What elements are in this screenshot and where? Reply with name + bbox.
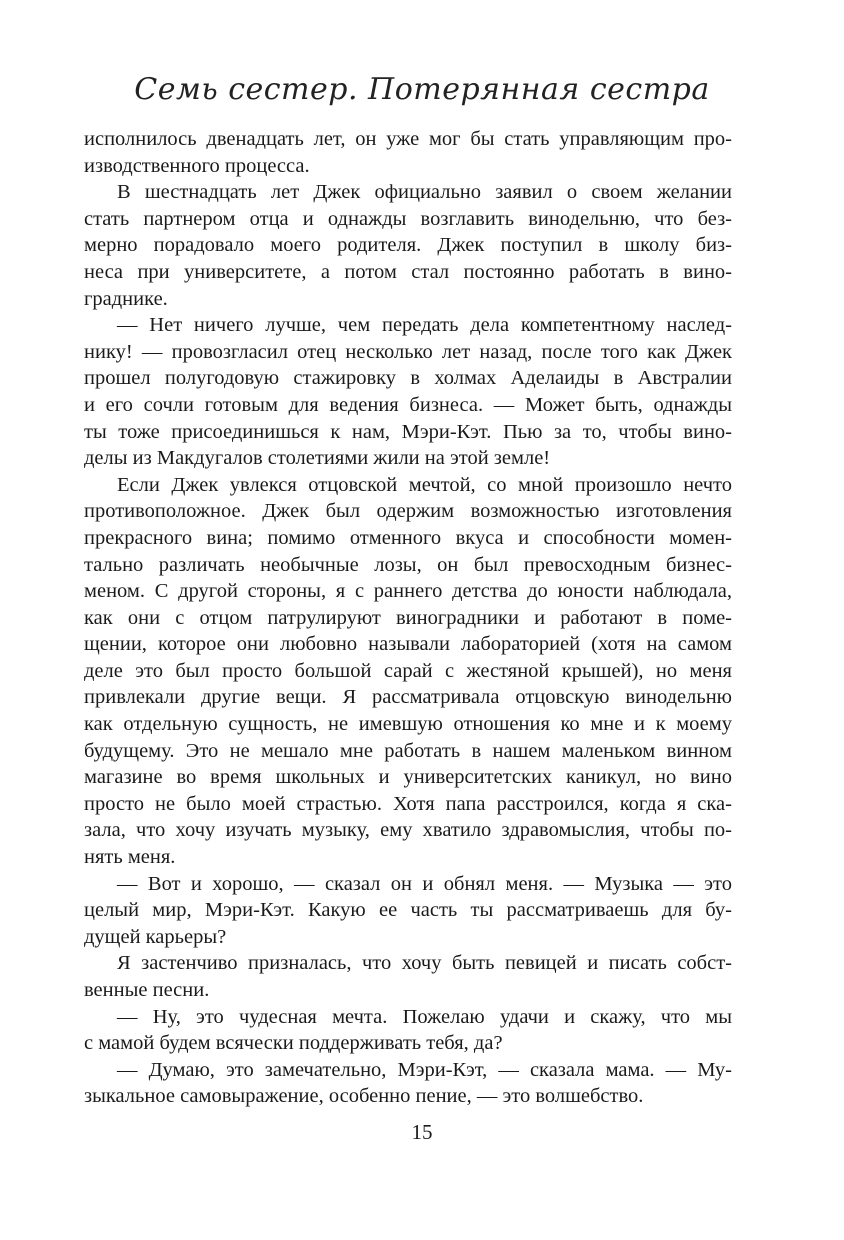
text-line: меном. С другой стороны, я с раннего детства до юности наблюдала, bbox=[84, 580, 732, 603]
text-line: нять меня. bbox=[84, 846, 176, 869]
text-line: В шестнадцать лет Джек официально заявил о своем желании bbox=[117, 181, 732, 204]
text-line: привлекали другие вещи. Я рассматривала отцовскую винодельню bbox=[84, 686, 732, 709]
text-line: как отдельную сущность, не имевшую отношения ко мне и к моему bbox=[84, 713, 732, 736]
text-line: зала, что хочу изучать музыку, ему хватило здравомыслия, чтобы по- bbox=[84, 819, 732, 842]
body-text bbox=[84, 126, 732, 1110]
text-line: зыкальное самовыражение, особенно пение, — это волшебство. bbox=[84, 1085, 644, 1108]
text-line: — Нет ничего лучше, чем передать дела компетентному наслед- bbox=[117, 314, 732, 337]
text-line: Я застенчиво призналась, что хочу быть певицей и писать собст- bbox=[117, 952, 732, 975]
text-line: тально различать необычные лозы, он был превосходным бизнес- bbox=[84, 553, 732, 576]
text-line: и его сочли готовым для ведения бизнеса. — Может быть, однажды bbox=[84, 393, 732, 416]
text-line: нику! — провозгласил отец несколько лет назад, после того как Джек bbox=[84, 340, 732, 363]
text-line: прекрасного вина; помимо отменного вкуса и способности момен- bbox=[84, 526, 732, 549]
text-line: исполнилось двенадцать лет, он уже мог бы стать управляющим про- bbox=[84, 128, 732, 150]
text-line: будущему. Это не мешало мне работать в нашем маленьком винном bbox=[84, 739, 732, 762]
running-header-title: Семь сестер. Потерянная сестра bbox=[134, 72, 710, 107]
text-line: с мамой будем всячески поддерживать тебя, да? bbox=[84, 1032, 503, 1055]
text-line: деле это был просто большой сарай с жестяной крышей), но меня bbox=[84, 659, 732, 682]
text-line: — Вот и хорошо, — сказал он и обнял меня. — Музыка — это bbox=[117, 872, 732, 895]
text-line: изводственного процесса. bbox=[84, 154, 310, 177]
text-line: — Думаю, это замечательно, Мэри-Кэт, — сказала мама. — Му- bbox=[117, 1058, 732, 1081]
text-line: просто не было моей страстью. Хотя папа расстроился, когда я ска- bbox=[84, 792, 732, 815]
page-number: 15 bbox=[411, 1120, 433, 1144]
text-line: ты тоже присоединишься к нам, Мэри-Кэт. Пью за то, чтобы вино- bbox=[84, 420, 732, 443]
text-line: стать партнером отца и однажды возглавить винодельню, что без- bbox=[84, 207, 732, 230]
text-line: граднике. bbox=[84, 287, 168, 310]
text-line: целый мир, Мэри-Кэт. Какую ее часть ты рассматриваешь для бу- bbox=[84, 899, 732, 922]
text-line: противоположное. Джек был одержим возможностью изготовления bbox=[84, 500, 732, 523]
text-line: мерно порадовало моего родителя. Джек поступил в школу биз- bbox=[84, 234, 732, 257]
text-line: щении, которое они любовно называли лабораторией (хотя на самом bbox=[84, 633, 732, 656]
text-line: как они с отцом патрулируют виноградники и работают в поме- bbox=[84, 606, 732, 629]
text-line: неса при университете, а потом стал постоянно работать в вино- bbox=[84, 260, 732, 283]
text-line: прошел полугодовую стажировку в холмах Аделаиды в Австралии bbox=[84, 367, 732, 390]
text-line: — Ну, это чудесная мечта. Пожелаю удачи и скажу, что мы bbox=[117, 1005, 732, 1028]
text-line: магазине во время школьных и университетских каникул, но вино bbox=[84, 766, 732, 789]
text-line: делы из Макдугалов столетиями жили на этой земле! bbox=[84, 447, 551, 470]
text-line: Если Джек увлекся отцовской мечтой, со мной произошло нечто bbox=[117, 473, 732, 496]
text-line: дущей карьеры? bbox=[84, 925, 227, 948]
text-line: венные песни. bbox=[84, 979, 210, 1001]
